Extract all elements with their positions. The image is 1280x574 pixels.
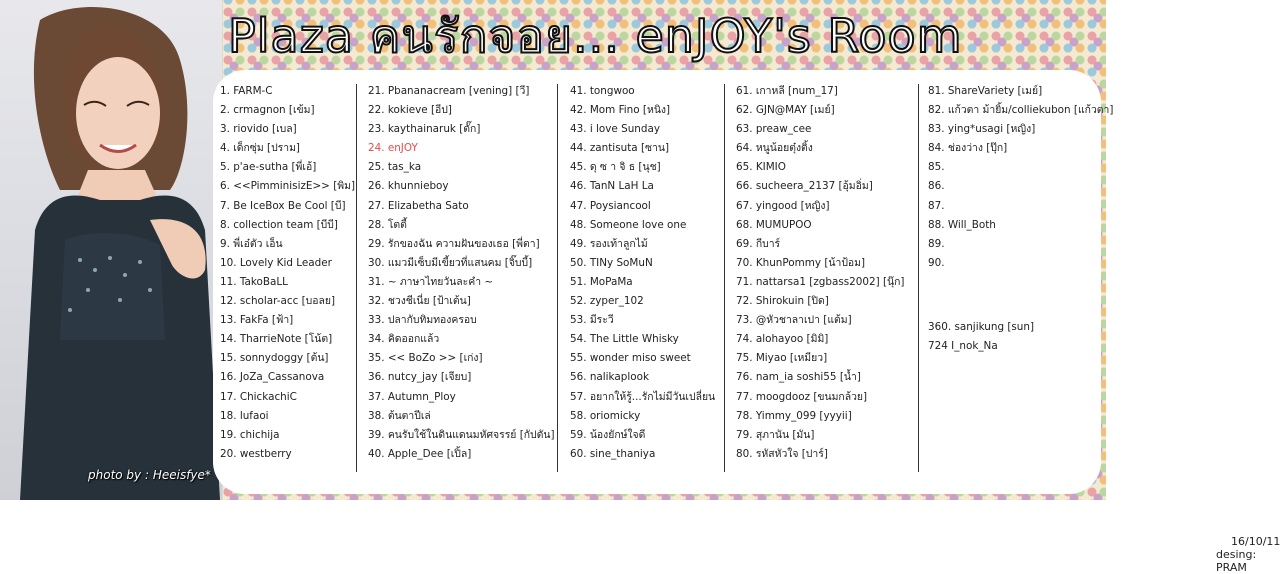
member-column-1 xyxy=(220,82,355,464)
list-item: 58. oriomicky xyxy=(570,409,641,422)
list-item: 80. รหัสหัวใจ [ปาร์] xyxy=(736,447,828,460)
member-column-3 xyxy=(570,82,715,464)
list-item: 47. Poysiancool xyxy=(570,199,651,212)
list-item: 71. nattarsa1 [zgbass2002] [นุ๊ก] xyxy=(736,275,905,288)
list-item: 40. Apple_Dee [เปิ้ล] xyxy=(368,447,472,460)
list-item: 1. FARM-C xyxy=(220,85,273,97)
list-item: 54. The Little Whisky xyxy=(570,333,679,346)
list-item: 81. ShareVariety [เมย์] xyxy=(928,85,1043,97)
list-item: 17. ChickachiC xyxy=(220,390,297,403)
list-item: 45. ดุ ซ า จิ ธ [นุช] xyxy=(570,161,661,174)
list-item: 46. TanN LaH La xyxy=(570,180,654,193)
list-item: 5. p'ae-sutha [พี่เอ้] xyxy=(220,161,317,174)
list-item: 18. lufaoi xyxy=(220,409,269,422)
list-item: 25. tas_ka xyxy=(368,161,422,174)
list-item: 41. tongwoo xyxy=(570,85,635,97)
extra-members xyxy=(928,318,1034,356)
list-item: 38. ต้นตาปีเล่ xyxy=(368,409,431,422)
list-item: 77. moogdooz [ขนมกล้วย] xyxy=(736,390,868,403)
list-item: 9. พี่เอ๋ตัว เอ็น xyxy=(220,237,283,250)
list-item: 66. sucheera_2137 [อุ้มอิ่ม] xyxy=(736,180,873,193)
list-item: 15. sonnydoggy [ต้น] xyxy=(220,352,329,365)
list-item: 26. khunnieboy xyxy=(368,180,449,193)
list-item: 33. ปลากับทิมทองครอบ xyxy=(368,314,477,327)
list-item: 30. แมวมีเซ็บมีเขี้ยวที่แสนคม [จิ๊บบี้] xyxy=(368,256,533,269)
list-item: 69. กีบาร์ xyxy=(736,237,781,250)
profile-photo xyxy=(0,0,223,500)
list-item: 7. Be IceBox Be Cool [บี] xyxy=(220,199,346,212)
list-item: 44. zantisuta [ซาน] xyxy=(570,142,670,155)
column-divider xyxy=(557,84,558,472)
column-divider xyxy=(724,84,725,472)
column-divider xyxy=(356,84,357,472)
list-item: 85. xyxy=(928,161,945,174)
list-item-highlighted: 24. enJOY xyxy=(368,142,418,155)
list-item: 42. Mom Fino [หนิง] xyxy=(570,104,671,117)
list-item: 64. หนูน้อยตุ๋งติ้ง xyxy=(736,142,813,155)
list-item: 82. แก้วตา ม้ายิ้ม/colliekubon [แก้วตา] xyxy=(928,104,1114,117)
list-item: 19. chichija xyxy=(220,428,280,441)
page-title: Plaza คนรักจอย... enJOY's Room xyxy=(228,9,963,63)
list-item: 59. น้องยักษ์ใจดี xyxy=(570,428,646,441)
list-item: 23. kaythainaruk [ตั๊ก] xyxy=(368,123,481,136)
list-item: 61. เกาหลี [num_17] xyxy=(736,85,838,97)
list-item: 6. <<PimminisizE>> [พิม] xyxy=(220,180,355,193)
design-credit: desing: PRAM xyxy=(1216,548,1257,574)
list-item: 35. << BoZo >> [เก่ง] xyxy=(368,352,483,365)
date-label: 16/10/11 xyxy=(1231,535,1280,548)
list-item: 67. yingood [หญิง] xyxy=(736,199,830,212)
list-item: 65. KIMIO xyxy=(736,161,786,174)
list-item: 21. Pbananacream [vening] [วี] xyxy=(368,85,530,97)
list-item: 83. ying*usagi [หญิง] xyxy=(928,123,1036,136)
list-item: 4. เด็กซุ่ม [ปราม] xyxy=(220,142,300,155)
list-item: 76. nam_ia soshi55 [น้ำ] xyxy=(736,371,861,384)
member-column-5 xyxy=(928,82,1113,273)
list-item: 8. collection team [บีบี] xyxy=(220,218,338,231)
list-item: 10. Lovely Kid Leader xyxy=(220,256,332,269)
list-item: 20. westberry xyxy=(220,447,292,460)
list-item: 12. scholar-acc [บอลย] xyxy=(220,295,336,308)
list-item: 11. TakoBaLL xyxy=(220,275,288,288)
list-item: 31. ~ ภาษาไทยวันละคำ ~ xyxy=(368,275,494,288)
list-item: 28. โตตี้ xyxy=(368,218,407,231)
list-item: 70. KhunPommy [น้าป้อม] xyxy=(736,256,866,269)
member-column-2 xyxy=(368,82,555,464)
list-item: 16. JoZa_Cassanova xyxy=(220,371,325,384)
list-item: 52. zyper_102 xyxy=(570,295,644,308)
list-item: 27. Elizabetha Sato xyxy=(368,199,469,212)
list-item: 32. ชวงชีเนี่ย [ป้าเต้น] xyxy=(368,295,471,308)
list-item: 13. FakFa [ฟ้า] xyxy=(220,314,294,327)
list-item: 56. nalikaplook xyxy=(570,371,649,384)
list-item: 724 I_nok_Na xyxy=(928,340,998,353)
list-item: 78. Yimmy_099 [yyyii] xyxy=(736,409,852,422)
list-item: 73. @หัวชาลาเปา [แต้ม] xyxy=(736,314,852,327)
photo-caption: photo by : Heeisfye* xyxy=(88,468,211,482)
list-item: 74. alohayoo [มิมิ] xyxy=(736,333,829,346)
list-item: 50. TINy SoMuN xyxy=(570,256,653,269)
list-item: 14. TharrieNote [โน้ต] xyxy=(220,333,333,346)
list-item: 68. MUMUPOO xyxy=(736,218,812,231)
column-divider xyxy=(918,84,919,472)
list-item: 51. MoPaMa xyxy=(570,275,633,288)
list-item: 36. nutcy_jay [เจียบ] xyxy=(368,371,472,384)
list-item: 29. รักของฉัน ความฝันของเธอ [พี่ตา] xyxy=(368,237,540,250)
list-item: 90. xyxy=(928,256,945,269)
list-item: 75. Miyao [เหมียว] xyxy=(736,352,828,365)
list-item: 39. คนรับใช้ในดินแดนมหัศจรรย์ [กัปตัน] xyxy=(368,428,555,441)
list-item: 72. Shirokuin [ปิด] xyxy=(736,295,829,308)
list-item: 86. xyxy=(928,180,945,193)
list-item: 48. Someone love one xyxy=(570,218,687,231)
list-item: 3. riovido [เบล] xyxy=(220,123,297,136)
list-item: 79. สุภานัน [มัน] xyxy=(736,428,815,441)
list-item: 43. i love Sunday xyxy=(570,123,660,136)
list-item: 89. xyxy=(928,237,945,250)
list-item: 87. xyxy=(928,199,945,212)
list-item: 2. crmagnon [เข้ม] xyxy=(220,104,315,117)
list-item: 88. Will_Both xyxy=(928,218,996,231)
list-item: 37. Autumn_Ploy xyxy=(368,390,456,403)
list-item: 360. sanjikung [sun] xyxy=(928,321,1035,333)
list-item: 84. ช่องว่าง [ปุ๊ก] xyxy=(928,142,1008,155)
member-column-4 xyxy=(736,82,904,464)
list-item: 57. อยากให้รู้...รักไม่มีวันเปลี่ยน xyxy=(570,390,716,403)
person-illustration xyxy=(0,0,222,500)
list-item: 62. GJN@MAY [เมย์] xyxy=(736,104,835,117)
list-item: 53. มีระวี xyxy=(570,314,614,327)
list-item: 22. kokieve [อีป] xyxy=(368,104,452,117)
member-list-board xyxy=(215,72,1280,574)
list-item: 55. wonder miso sweet xyxy=(570,352,691,365)
list-item: 34. คิดออกแล้ว xyxy=(368,333,440,346)
list-item: 60. sine_thaniya xyxy=(570,447,656,460)
list-item: 63. preaw_cee xyxy=(736,123,812,136)
list-item: 49. รองเท้าลูกไม้ xyxy=(570,237,648,250)
